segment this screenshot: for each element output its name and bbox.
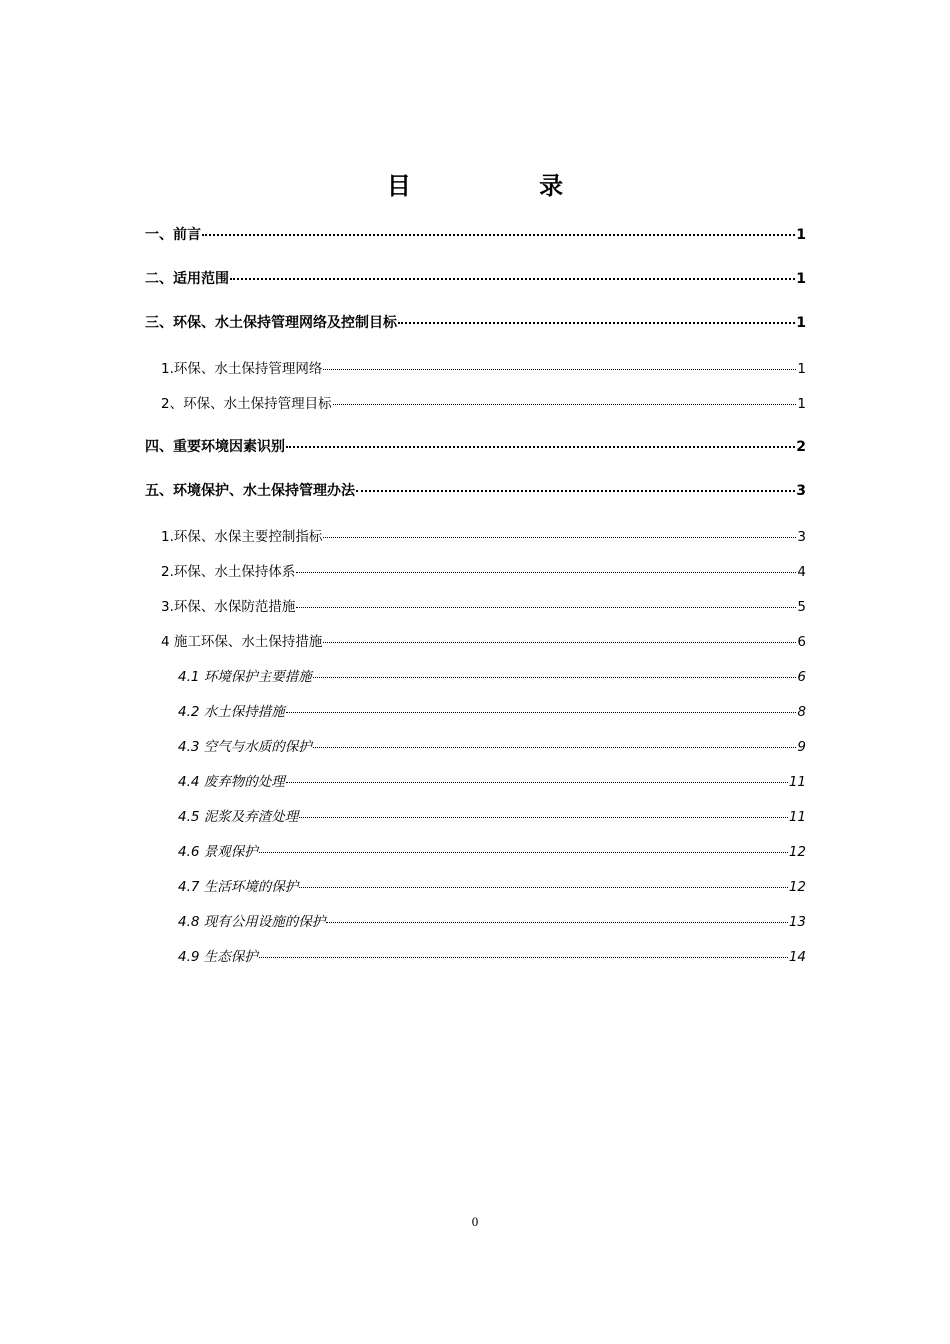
dot-leader [296, 572, 796, 573]
toc-entry[interactable] [178, 665, 806, 685]
toc-entry[interactable] [161, 525, 806, 545]
dot-leader [286, 712, 797, 713]
toc-entry[interactable] [178, 735, 806, 755]
dot-leader [230, 278, 795, 280]
toc-entry-label: 4.5 泥浆及弃渣处理 [178, 809, 299, 825]
toc-entry-label: 4.2 水土保持措施 [178, 704, 285, 720]
toc-entry-label: 4.3 空气与水质的保护 [178, 739, 312, 755]
toc-entry-page: 5 [797, 599, 806, 615]
dot-leader [313, 747, 797, 748]
dot-leader [356, 490, 795, 492]
toc-entry-label: 4.4 废弃物的处理 [178, 774, 285, 790]
toc-entry-page: 2 [796, 439, 806, 455]
toc-entry-label: 五、环境保护、水土保持管理办法 [145, 483, 355, 499]
dot-leader [296, 607, 796, 608]
dot-leader [286, 446, 795, 448]
toc-entry-label: 四、重要环境因素识别 [145, 439, 285, 455]
toc-entry-label: 4.1 环境保护主要措施 [178, 669, 312, 685]
dot-leader [398, 322, 795, 324]
toc-entry[interactable] [145, 480, 806, 500]
toc-entry-page: 8 [797, 704, 806, 720]
toc-entry-label: 2、环保、水土保持管理目标 [161, 396, 332, 412]
toc-entry[interactable] [178, 700, 806, 720]
toc-entry-page: 1 [797, 361, 806, 377]
toc-entry-label: 一、前言 [145, 227, 201, 243]
dot-leader [259, 957, 788, 958]
toc-entry[interactable] [178, 910, 806, 930]
toc-entry[interactable] [178, 805, 806, 825]
dot-leader [323, 537, 796, 538]
toc-entry[interactable] [161, 392, 806, 412]
toc-entry-label: 二、适用范围 [145, 271, 229, 287]
dot-leader [202, 234, 795, 236]
dot-leader [323, 369, 796, 370]
dot-leader [323, 642, 796, 643]
toc-entry-label: 4.9 生态保护 [178, 949, 258, 965]
toc-entry[interactable] [145, 224, 806, 244]
toc-entry-page: 12 [788, 879, 806, 895]
toc-entry[interactable] [178, 875, 806, 895]
toc-entry-page: 6 [797, 669, 806, 685]
toc-entry-label: 4.7 生活环境的保护 [178, 879, 299, 895]
toc-entry[interactable] [161, 560, 806, 580]
toc-entry[interactable] [161, 630, 806, 650]
toc-entry-page: 1 [796, 315, 806, 331]
toc-entry[interactable] [178, 770, 806, 790]
toc-entry-page: 12 [788, 844, 806, 860]
dot-leader [259, 852, 788, 853]
toc-entry[interactable] [161, 357, 806, 377]
toc-title: 目 录 [386, 172, 624, 200]
toc-entry-page: 4 [797, 564, 806, 580]
toc-entry-label: 2.环保、水土保持体系 [161, 564, 296, 580]
toc-entry-label: 4.8 现有公用设施的保护 [178, 914, 326, 930]
toc-entry-label: 1.环保、水土保持管理网络 [161, 361, 323, 377]
toc-entry-label: 3.环保、水保防范措施 [161, 599, 296, 615]
toc-entry-page: 1 [796, 227, 806, 243]
toc-entry-page: 13 [788, 914, 806, 930]
toc-entry[interactable] [145, 268, 806, 288]
toc-entry-page: 3 [796, 483, 806, 499]
toc-entry-page: 6 [797, 634, 806, 650]
toc-entry-page: 11 [788, 774, 806, 790]
dot-leader [313, 677, 797, 678]
toc-entry-page: 9 [797, 739, 806, 755]
dot-leader [286, 782, 788, 783]
toc-entry[interactable] [178, 840, 806, 860]
toc-entry-label: 1.环保、水保主要控制指标 [161, 529, 323, 545]
dot-leader [299, 887, 788, 888]
toc-entry[interactable] [145, 436, 806, 456]
toc-entry-label: 4.6 景观保护 [178, 844, 258, 860]
dot-leader [333, 404, 797, 405]
dot-leader [299, 817, 788, 818]
toc-entry-page: 11 [788, 809, 806, 825]
toc-entry-label: 4 施工环保、水土保持措施 [161, 634, 323, 650]
toc-entry[interactable] [178, 945, 806, 965]
toc-entry-page: 14 [788, 949, 806, 965]
toc-entry[interactable] [145, 312, 806, 332]
toc-entry-page: 1 [796, 271, 806, 287]
dot-leader [326, 922, 788, 923]
page-number: 0 [471, 1214, 479, 1229]
toc-entry[interactable] [161, 595, 806, 615]
toc-entry-label: 三、环保、水土保持管理网络及控制目标 [145, 315, 397, 331]
toc-entry-page: 3 [797, 529, 806, 545]
toc-entry-page: 1 [797, 396, 806, 412]
